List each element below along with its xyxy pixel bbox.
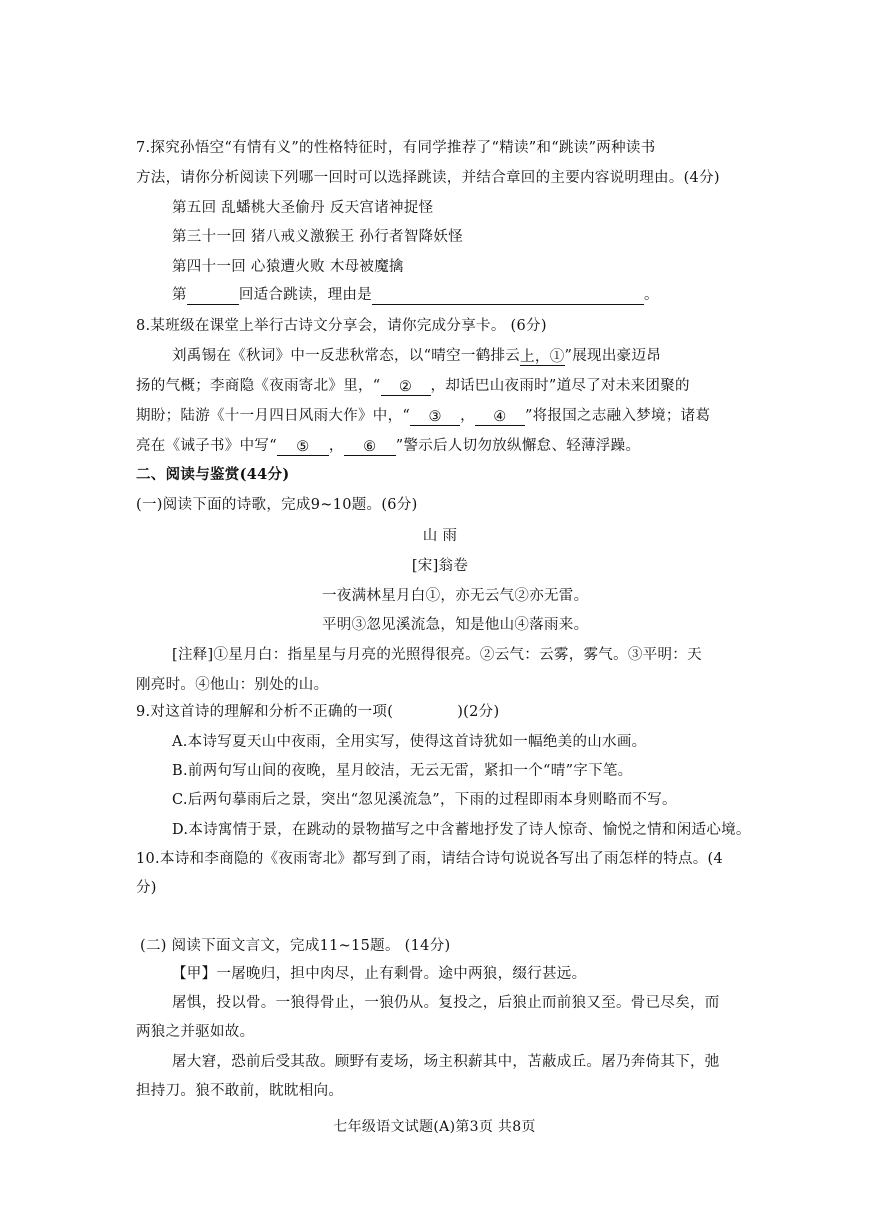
part1-intro: (一)阅读下面的诗歌，完成9~10题。(6分) — [136, 497, 418, 513]
q7-answer-mid: 回适合跳读，理由是 — [238, 287, 373, 303]
q8-title: 8.某班级在课堂上举行古诗文分享会，请你完成分享卡。 (6分) — [136, 318, 547, 334]
q8-text: 扬的气概；李商隐《夜雨寄北》里，“ — [136, 378, 381, 394]
classical-p1: 【甲】一屠晚归，担中肉尽，止有剩骨。途中两狼，缀行甚远。 — [172, 966, 587, 982]
classical-p3a: 屠大窘，恐前后受其敌。顾野有麦场，场主积薪其中，苫蔽成丘。屠乃奔倚其下，弛 — [172, 1054, 720, 1070]
q9-stem-text: 9.对这首诗的理解和分析不正确的一项( — [136, 704, 394, 720]
q7-line2: 方法，请你分析阅读下列哪一回时可以选择跳读，并结合章回的主要内容说明理由。(4分) — [136, 170, 720, 186]
q7-chapter-31: 第三十一回 猪八戒义激猴王 孙行者智降妖怪 — [172, 229, 464, 245]
poem-line1: 一夜满林星月白①，亦无云气②亦无雷。 — [322, 588, 589, 604]
poem-note2: 刚亮时。④他山：别处的山。 — [136, 677, 329, 693]
poem-title: 山 雨 — [422, 528, 458, 544]
q8-blank-5[interactable]: ⑤ — [277, 437, 329, 456]
q8-text: 亮在《诫子书》中写“ — [136, 438, 277, 454]
q8-text: ”将报国之志融入梦境；诸葛 — [524, 408, 711, 424]
q9-option-b: B.前两句写山间的夜晚，星月皎洁，无云无雷，紧扣一个“晴”字下笔。 — [172, 763, 633, 779]
poem-author: [宋]翁卷 — [411, 558, 469, 574]
part2-intro: (二) 阅读下面文言文，完成11~15题。 (14分) — [140, 938, 451, 954]
q7-reason-blank[interactable] — [372, 286, 644, 305]
q9-option-c: C.后两句摹雨后之景，突出“忽见溪流急”，下雨的过程即雨本身则略而不写。 — [172, 792, 677, 808]
q7-answer-end: 。 — [644, 287, 659, 303]
section-heading: 二、阅读与鉴赏(44分) — [136, 466, 290, 483]
classical-p3b: 担持刀。狼不敢前，眈眈相向。 — [136, 1083, 344, 1099]
classical-p2b: 两狼之并驱如故。 — [136, 1024, 255, 1040]
q8-blank-6[interactable]: ⑥ — [344, 437, 396, 456]
q7-answer-line — [172, 285, 659, 305]
q8-blank-1[interactable]: 上，① — [520, 349, 565, 365]
poem-note1: [注释]①星月白：指星星与月亮的光照得很亮。②云气：云雾，雾气。③平明：天 — [172, 647, 702, 663]
q8-text: ”警示后人切勿放纵懈怠、轻薄浮躁。 — [395, 438, 641, 454]
q9-option-d: D.本诗寓情于景，在跳动的景物描写之中含蓄地抒发了诗人惊奇、愉悦之情和闲适心境。 — [172, 822, 751, 838]
q8-line2 — [136, 376, 690, 396]
page-footer: 七年级语文试题(A)第3页 共8页 — [333, 1119, 536, 1135]
q8-blank-3[interactable]: ③ — [410, 407, 460, 426]
q8-text: ，却话巴山夜雨时”道尽了对未来团聚的 — [430, 378, 690, 394]
q8-text: ， — [328, 438, 344, 454]
q8-blank-2[interactable]: ② — [381, 377, 431, 396]
q8-text: 期盼；陆游《十一月四日风雨大作》中，“ — [136, 408, 411, 424]
q8-line1 — [172, 346, 661, 366]
q7-line1: 7.探究孙悟空“有情有义”的性格特征时，有同学推荐了“精读”和“跳读”两种读书 — [136, 140, 656, 156]
q10-line1: 10.本诗和李商隐的《夜雨寄北》都写到了雨，请结合诗句说说各写出了雨怎样的特点。(4 — [136, 851, 724, 867]
q7-chapter-41: 第四十一回 心猿遭火败 木母被魔擒 — [172, 259, 404, 275]
q9-points: )(2分) — [457, 704, 500, 720]
q8-text: ， — [460, 408, 475, 424]
classical-p2a: 屠惧，投以骨。一狼得骨止，一狼仍从。复投之，后狼止而前狼又至。骨已尽矣，而 — [172, 995, 720, 1011]
q7-chapter-5: 第五回 乱蟠桃大圣偷丹 反天宫诸神捉怪 — [172, 200, 434, 216]
q8-text: ”展现出豪迈昂 — [564, 348, 662, 364]
q7-chapter-blank[interactable] — [187, 286, 239, 305]
q9-option-a: A.本诗写夏天山中夜雨，全用实写，使得这首诗犹如一幅绝美的山水画。 — [172, 734, 647, 750]
q7-answer-prefix: 第 — [172, 287, 187, 303]
q8-line4 — [136, 436, 640, 456]
q10-line2: 分) — [136, 880, 157, 896]
q8-line3 — [136, 406, 710, 426]
q8-blank-4[interactable]: ④ — [475, 407, 525, 426]
q9-stem — [136, 702, 499, 722]
poem-line2: 平明③忽见溪流急，知是他山④落雨来。 — [322, 617, 589, 633]
q8-text: 刘禹锡在《秋词》中一反悲秋常态，以“晴空一鹤排云 — [172, 348, 521, 364]
